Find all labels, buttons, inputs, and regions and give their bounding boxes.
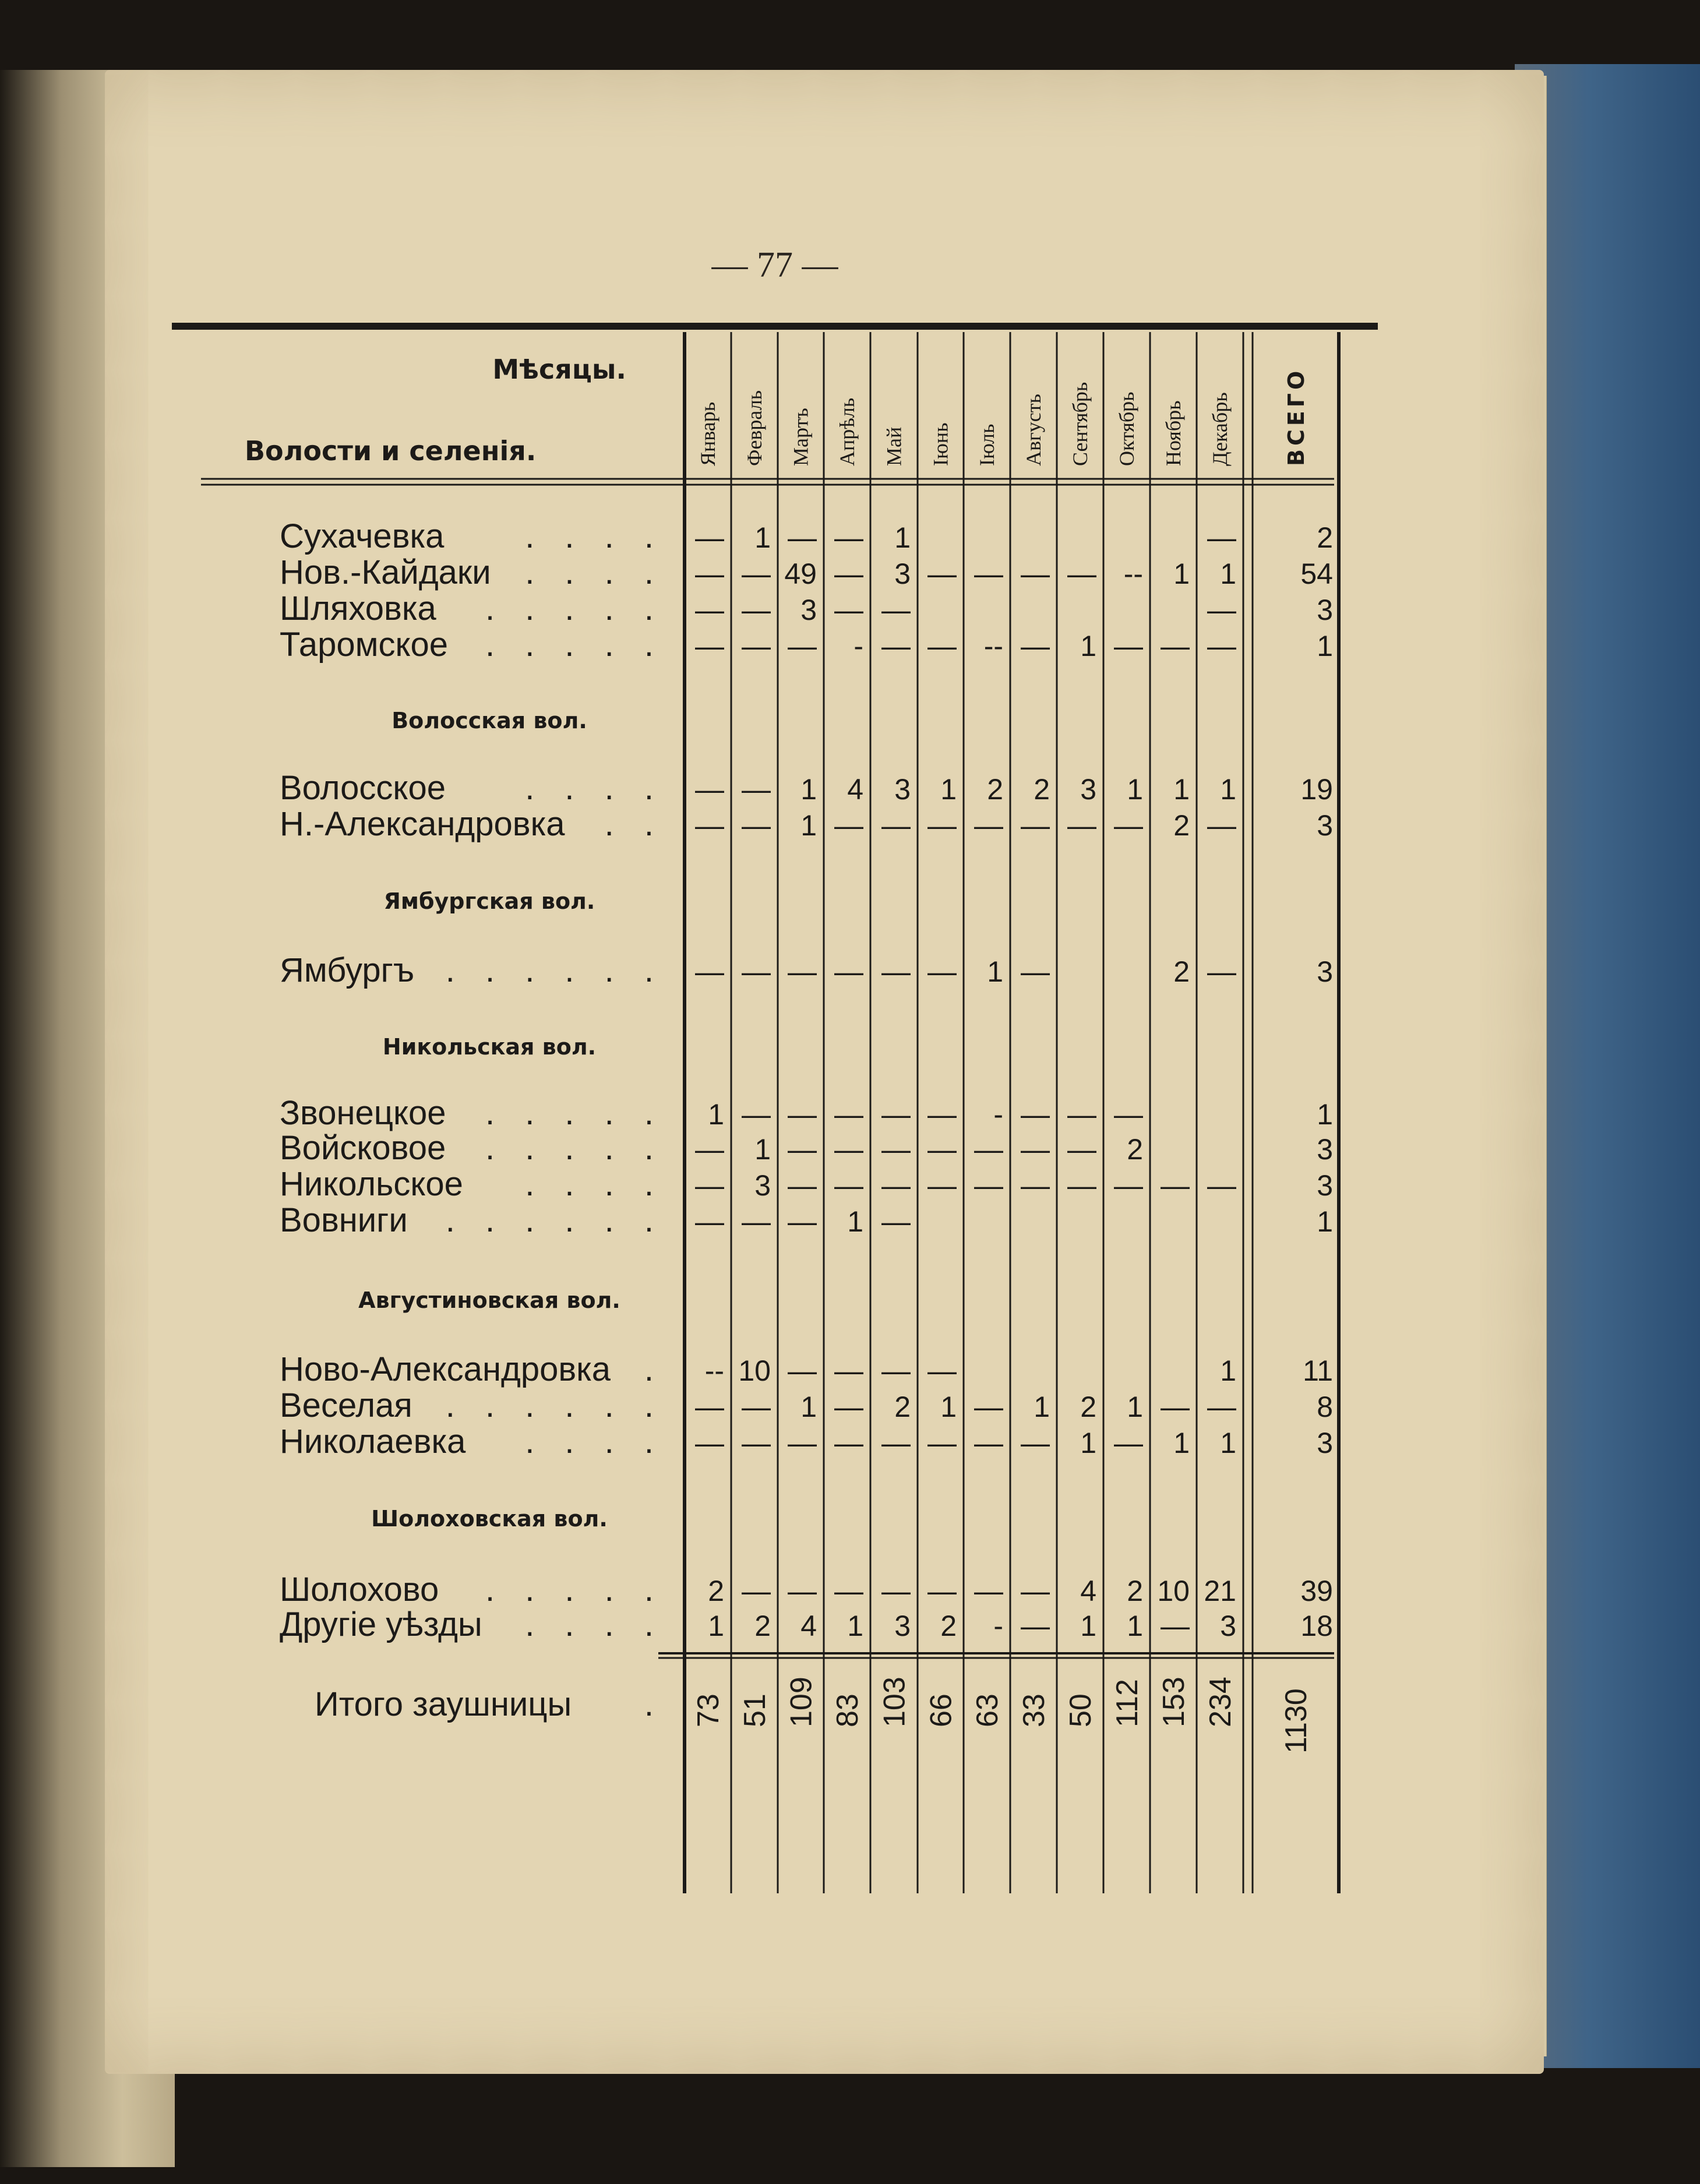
row-total: 3 [1317,1133,1333,1166]
data-cell: — [881,1205,911,1238]
data-cell: — [742,955,771,988]
month-header: Іюнь [929,422,953,466]
month-total: 83 [831,1693,865,1727]
data-cell: — [1114,809,1143,842]
data-cell: — [742,558,771,590]
data-cell: — [742,1205,771,1238]
data-cell: — [1207,594,1236,626]
data-cell: 1 [800,773,817,806]
data-cell: 1 [1173,558,1190,590]
data-cell: 1 [708,1610,724,1642]
data-cell: — [974,1391,1003,1423]
data-cell: -- [704,1354,724,1387]
table-row [280,1165,1333,1203]
row-total: 3 [1317,1169,1333,1202]
data-cell: 1 [847,1205,863,1238]
row-total: 11 [1303,1354,1333,1387]
data-cell: — [1021,1133,1050,1166]
row-total: 3 [1317,809,1333,842]
data-cell: 2 [1080,1391,1096,1423]
data-cell: — [834,809,863,842]
data-cell: — [881,594,911,626]
data-cell: — [788,1098,817,1131]
data-cell: — [788,1427,817,1459]
data-cell: 1 [1127,773,1143,806]
data-cell: — [927,1133,957,1166]
data-cell: — [695,773,724,806]
data-cell: 1 [1080,630,1096,662]
data-cell: 2 [940,1610,957,1642]
data-cell: — [927,1169,957,1202]
data-cell: — [927,1427,957,1459]
data-cell: — [742,1098,771,1131]
data-cell: — [1021,1575,1050,1607]
data-cell: — [834,1391,863,1423]
data-cell: 10 [1157,1575,1190,1607]
data-cell: — [1021,558,1050,590]
data-cell: — [788,1354,817,1387]
row-total: 3 [1317,955,1333,988]
data-cell: 1 [1080,1610,1096,1642]
table-row [280,1129,1333,1167]
data-cell: — [881,1169,911,1202]
leader-dots: . [644,1685,664,1723]
data-cell: 4 [800,1610,817,1642]
row-total: 2 [1317,521,1333,554]
month-header: Февраль [743,390,766,466]
data-cell: - [993,1098,1003,1131]
data-cell: — [927,1354,957,1387]
data-cell: — [788,521,817,554]
data-cell: — [834,955,863,988]
month-total: 109 [784,1677,819,1727]
month-total: 153 [1157,1677,1191,1727]
table-row [280,590,1333,627]
leader-dots: . . . . [525,769,664,807]
data-cell: -- [983,630,1003,662]
table-row [280,626,1333,664]
data-cell: 1 [800,809,817,842]
data-cell: — [695,1133,724,1166]
total-column-header: ВСЕГО [1283,367,1309,466]
data-cell: — [974,1133,1003,1166]
row-name: Звонецкое [280,1094,446,1132]
data-cell: — [881,955,911,988]
data-cell: 1 [708,1098,724,1131]
section-heading: Никольская вол. [382,1034,597,1060]
data-cell: — [834,1169,863,1202]
data-cell: 2 [1127,1133,1143,1166]
row-name: Другіе уѣзды [280,1606,482,1643]
table-row [280,1094,1333,1132]
data-cell: 1 [1173,773,1190,806]
data-cell: — [1207,809,1236,842]
data-cell: — [695,1205,724,1238]
month-total: 51 [738,1693,772,1727]
data-cell: — [834,558,863,590]
data-cell: — [1161,1169,1190,1202]
data-cell: — [742,1391,771,1423]
months-header-label: Мѣсяцы. [492,354,626,385]
data-cell: 21 [1204,1575,1236,1607]
table-row [280,1423,1333,1460]
table-row [280,1386,1333,1424]
data-cell: 1 [1220,558,1236,590]
row-name: Волосское [280,769,446,807]
data-cell: — [881,1133,911,1166]
data-cell: 1 [1080,1427,1096,1459]
row-name: Шляховка [280,590,436,627]
leader-dots: . . . . . [485,590,664,627]
table-header [245,354,626,467]
month-total: 50 [1064,1693,1098,1727]
data-cell: 1 [1173,1427,1190,1459]
data-cell: 3 [894,558,911,590]
data-cell: 4 [1080,1575,1096,1607]
data-cell: 3 [800,594,817,626]
row-name: Войсковое [280,1129,446,1167]
data-cell: — [788,1575,817,1607]
data-cell: 1 [847,1610,863,1642]
row-total: 1 [1317,1098,1333,1131]
data-cell: — [695,1391,724,1423]
month-header: Сентябрь [1068,382,1092,466]
data-cell: 2 [987,773,1003,806]
data-cell: — [974,809,1003,842]
leader-dots: . . . . [525,1606,664,1643]
data-cell: 1 [1127,1391,1143,1423]
table-row [280,769,1333,807]
data-cell: — [695,521,724,554]
data-cell: 2 [1034,773,1050,806]
leader-dots: . . . . [525,553,664,591]
month-column-headers [696,368,1309,466]
row-name: Веселая [280,1386,412,1424]
grand-total: 1130 [1279,1688,1313,1753]
row-total: 39 [1300,1575,1333,1607]
data-cell: 10 [738,1354,771,1387]
data-cell: — [742,809,771,842]
data-cell: — [834,1098,863,1131]
row-total: 19 [1300,773,1333,806]
month-total: 33 [1017,1693,1051,1727]
data-cell: 3 [754,1169,771,1202]
data-cell: — [1067,558,1096,590]
data-cell: — [927,955,957,988]
row-total: 3 [1317,594,1333,626]
data-cell: — [927,1575,957,1607]
leader-dots: . . . . . [485,1129,664,1167]
month-header: Августь [1022,394,1045,466]
section-heading: Августиновская вол. [358,1287,620,1313]
table-row [280,951,1333,989]
month-total: 112 [1110,1679,1144,1727]
data-cell: — [1067,1098,1096,1131]
data-cell: — [695,558,724,590]
data-cell: — [788,955,817,988]
data-cell: — [834,594,863,626]
data-cell: — [788,1133,817,1166]
leader-dots: . . . . [525,1423,664,1460]
data-cell: — [927,809,957,842]
data-cell: — [834,521,863,554]
data-cell: — [881,630,911,662]
month-total: 63 [971,1693,1004,1727]
row-total: 3 [1317,1427,1333,1459]
row-name: Николаевка [280,1423,466,1460]
table-row [280,1201,1333,1239]
data-cell: — [1161,630,1190,662]
data-cell: — [881,1575,911,1607]
data-cell: — [1021,1610,1050,1642]
row-name: Нов.-Кайдаки [280,553,491,591]
data-cell: — [1207,521,1236,554]
data-cell: — [927,1098,957,1131]
data-cell: — [834,1133,863,1166]
leader-dots: . . . . [525,1165,664,1203]
data-cell: — [695,1427,724,1459]
row-name: Шолохово [280,1571,439,1608]
row-total: 1 [1317,1205,1333,1238]
leader-dots: . . . . [525,517,664,555]
data-cell: — [1207,955,1236,988]
data-cell: — [695,594,724,626]
row-name: Вовниги [280,1201,408,1239]
data-cell: — [927,630,957,662]
data-cell: 2 [1127,1575,1143,1607]
row-name: Ямбургъ [280,951,415,989]
data-cell: 1 [1220,1427,1236,1459]
data-cell: 2 [754,1610,771,1642]
data-cell: 3 [1220,1610,1236,1642]
data-cell: — [742,630,771,662]
data-cell: — [695,630,724,662]
data-cell: — [695,1169,724,1202]
data-cell: 1 [1034,1391,1050,1423]
month-header: Мартъ [789,408,813,466]
data-cell: — [742,594,771,626]
data-cell: 1 [1127,1610,1143,1642]
data-cell: 3 [894,773,911,806]
month-header: Декабрь [1208,392,1232,466]
month-header: Іюль [975,424,999,466]
data-cell: 1 [987,955,1003,988]
data-cell: — [1207,630,1236,662]
leader-dots: . . . . . [485,1571,664,1608]
data-cell: — [788,630,817,662]
data-cell: 1 [754,521,771,554]
month-header: Апрѣль [835,397,859,466]
data-cell: 1 [940,773,957,806]
data-cell: — [927,558,957,590]
data-cell: — [1207,1169,1236,1202]
data-cell: 1 [1220,773,1236,806]
data-cell: — [881,1354,911,1387]
leader-dots: . . . . . . [445,1386,664,1424]
data-cell: 1 [800,1391,817,1423]
leader-dots: . . . . . [485,626,664,664]
section-heading: Ямбургская вол. [383,888,595,914]
data-cell: — [834,1575,863,1607]
districts-header-label: Волости и селенія. [245,435,537,467]
data-cell: — [742,773,771,806]
data-cell: -- [1123,558,1143,590]
month-total: 234 [1204,1677,1237,1727]
page-number: — 77 — [711,245,838,285]
month-total: 103 [877,1677,912,1727]
row-total: 54 [1300,558,1333,590]
table-row [280,553,1333,591]
data-cell: — [1114,630,1143,662]
data-cell: — [974,558,1003,590]
data-cell: 1 [894,521,911,554]
row-name: Ново-Александровка [280,1350,611,1388]
data-cell: — [1161,1610,1190,1642]
data-cell: 3 [894,1610,911,1642]
data-cell: 2 [894,1391,911,1423]
data-cell: 1 [940,1391,957,1423]
data-cell: 49 [784,558,817,590]
data-cell: — [974,1427,1003,1459]
data-cell: — [1067,1133,1096,1166]
table-row [280,1350,1333,1388]
month-header: Ноябрь [1162,400,1185,466]
data-cell: — [695,809,724,842]
data-cell: — [1021,1169,1050,1202]
data-cell: — [881,809,911,842]
row-name: Никольское [280,1165,463,1203]
data-cell: — [1114,1427,1143,1459]
table-row [280,1571,1333,1608]
data-cell: 2 [1173,809,1190,842]
row-total: 18 [1300,1610,1333,1642]
data-cell: — [742,1427,771,1459]
month-header: Октябрь [1115,391,1138,466]
month-total: 66 [924,1693,958,1727]
section-heading: Шолоховская вол. [371,1506,608,1532]
table-row [280,1606,1333,1643]
data-cell: — [834,1354,863,1387]
data-cell: — [1067,809,1096,842]
leader-dots: . . . . . [485,1094,664,1132]
row-total: 8 [1317,1391,1333,1423]
leader-dots: . . [604,805,664,843]
row-name: Таромское [280,626,449,664]
data-cell: — [1021,809,1050,842]
data-cell: 3 [1080,773,1096,806]
month-total: 73 [692,1693,725,1727]
data-cell: — [881,1427,911,1459]
section-heading: Волосская вол. [392,708,587,733]
leader-dots: . . . . . . [445,1201,664,1239]
data-cell: — [974,1575,1003,1607]
data-cell: — [788,1169,817,1202]
totals-row [315,1677,1313,1753]
data-cell: 2 [708,1575,724,1607]
row-name: Н.-Александровка [280,805,565,843]
data-cell: — [834,1427,863,1459]
data-cell: 1 [754,1133,771,1166]
data-cell: — [1207,1391,1236,1423]
data-cell: - [993,1610,1003,1642]
data-cell: — [1067,1169,1096,1202]
table-row [280,805,1333,843]
data-cell: — [1021,955,1050,988]
data-cell: 2 [1173,955,1190,988]
row-name: Сухачевка [280,517,445,555]
table-row [280,517,1333,555]
data-cell: — [881,1098,911,1131]
data-cell: — [1161,1391,1190,1423]
data-cell: — [788,1205,817,1238]
leader-dots: . . . . . . [445,951,664,989]
data-cell: 1 [1220,1354,1236,1387]
leader-dots: . [644,1350,664,1388]
totals-label: Итого заушницы [315,1685,572,1723]
data-cell: — [1021,630,1050,662]
data-cell: — [1021,1098,1050,1131]
table-body [280,517,1333,1643]
row-total: 1 [1317,630,1333,662]
data-cell: — [1021,1427,1050,1459]
data-cell: — [974,1169,1003,1202]
data-cell: — [695,955,724,988]
data-cell: — [1114,1098,1143,1131]
data-cell: — [742,1575,771,1607]
data-cell: - [853,630,863,662]
data-cell: — [1114,1169,1143,1202]
month-header: Январь [696,401,719,466]
data-cell: 4 [847,773,863,806]
month-header: Май [882,426,906,466]
